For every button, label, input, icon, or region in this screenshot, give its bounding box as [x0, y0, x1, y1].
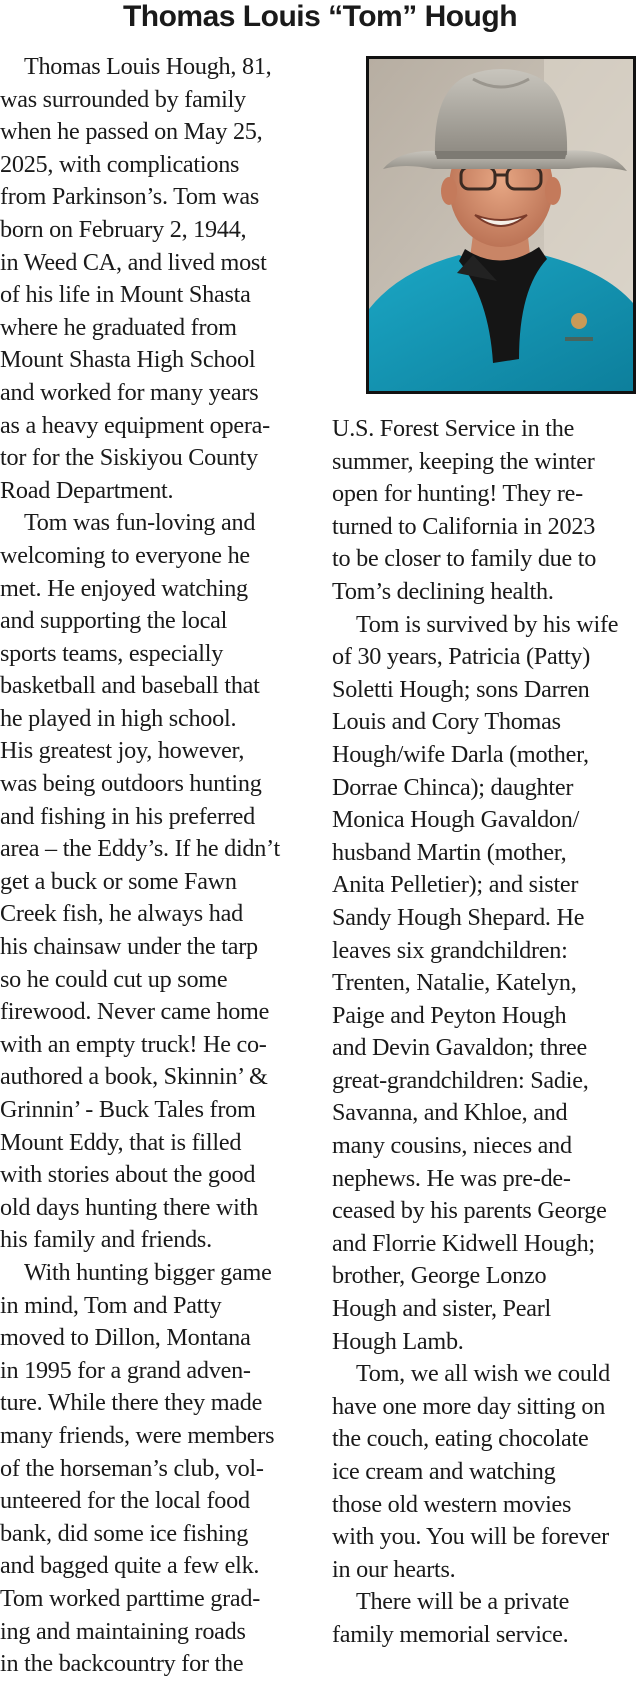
text-line: brother, George Lonzo: [332, 1262, 547, 1290]
text-line: old days hunting there with: [0, 1193, 258, 1221]
text-line: tor for the Siskiyou County: [0, 444, 258, 472]
text-line: Paige and Peyton Hough: [332, 1001, 567, 1029]
text-line: Savanna, and Khloe, and: [332, 1099, 568, 1127]
text-line: ice cream and watching: [332, 1458, 556, 1485]
text-line: to be closer to family due to: [332, 545, 597, 573]
text-line: from Parkinson’s. Tom was: [0, 183, 260, 211]
text-line: great-grandchildren: Sadie,: [332, 1066, 589, 1094]
text-line: Monica Hough Gavaldon/: [332, 806, 580, 834]
text-line: his family and friends.: [0, 1226, 212, 1254]
text-line: nephews. He was pre-de-: [332, 1164, 571, 1192]
text-line: Tom, we all wish we could: [332, 1360, 610, 1388]
text-line: of his life in Mount Shasta: [0, 281, 251, 309]
text-line: many friends, were members: [0, 1421, 275, 1449]
text-line: born on February 2, 1944,: [0, 215, 247, 243]
right-text-column: [332, 413, 640, 1652]
text-line: firewood. Never came home: [0, 998, 270, 1026]
text-line: and Devin Gavaldon; three: [332, 1034, 588, 1062]
text-line: many cousins, nieces and: [332, 1132, 572, 1160]
text-line: of the horseman’s club, vol-: [0, 1454, 264, 1482]
text-line: Dorrae Chinca); daughter: [332, 773, 574, 801]
text-line: Thomas Louis Hough, 81,: [0, 53, 272, 80]
text-line: of 30 years, Patricia (Patty): [332, 643, 591, 671]
text-line: husband Martin (mother,: [332, 838, 567, 866]
text-line: and Florrie Kidwell Hough;: [332, 1229, 595, 1257]
text-line: leaves six grandchildren:: [332, 936, 568, 964]
text-line: Tom is survived by his wife: [332, 610, 619, 638]
text-line: family memorial service.: [332, 1620, 569, 1648]
obituary-title: Thomas Louis “Tom” Hough: [122, 0, 518, 33]
text-line: where he graduated from: [0, 313, 237, 341]
text-line: sports teams, especially: [0, 639, 224, 667]
text-line: and fishing in his preferred: [0, 802, 255, 830]
text-line: authored a book, Skinnin’ &: [0, 1063, 268, 1091]
text-line: Mount Eddy, that is filled: [0, 1128, 242, 1156]
text-line: Mount Shasta High School: [0, 346, 256, 374]
text-line: turned to California in 2023: [332, 512, 596, 540]
text-line: open for hunting! They re-: [332, 480, 583, 508]
text-line: summer, keeping the winter: [332, 447, 595, 475]
text-line: welcoming to everyone he: [0, 541, 250, 569]
text-line: With hunting bigger game: [0, 1258, 272, 1286]
text-line: Tom worked parttime grad-: [0, 1584, 261, 1612]
text-line: Soletti Hough; sons Darren: [332, 675, 590, 703]
text-line: Hough and sister, Pearl: [332, 1295, 551, 1323]
text-line: Anita Pelletier); and sister: [332, 871, 579, 899]
text-line: Grinnin’ - Buck Tales from: [0, 1096, 256, 1123]
text-line: the couch, eating chocolate: [332, 1425, 589, 1453]
text-line: Sandy Hough Shepard. He: [332, 903, 585, 931]
text-line: he played in high school.: [0, 704, 237, 732]
text-line: Hough Lamb.: [332, 1327, 464, 1355]
text-line: His greatest joy, however,: [0, 737, 245, 765]
text-line: unteered for the local food: [0, 1487, 250, 1515]
text-line: have one more day sitting on: [332, 1392, 606, 1420]
portrait-photo: [366, 56, 636, 394]
text-line: his chainsaw under the tarp: [0, 933, 258, 961]
text-line: bank, did some ice fishing: [0, 1519, 249, 1547]
text-line: in mind, Tom and Patty: [0, 1291, 222, 1319]
text-line: and bagged quite a few elk.: [0, 1552, 260, 1580]
text-line: area – the Eddy’s. If he didn’t: [0, 835, 280, 863]
text-line: when he passed on May 25,: [0, 118, 263, 146]
text-line: and supporting the local: [0, 607, 228, 635]
text-line: Trenten, Natalie, Katelyn,: [332, 969, 577, 997]
text-line: with stories about the good: [0, 1161, 256, 1189]
text-line: so he could cut up some: [0, 965, 228, 993]
portrait-photo-image: [369, 59, 633, 391]
text-line: get a buck or some Fawn: [0, 867, 237, 895]
text-line: ing and maintaining roads: [0, 1617, 246, 1645]
text-line: in the backcountry for the: [0, 1650, 244, 1678]
text-line: and worked for many years: [0, 378, 259, 406]
text-line: Tom was fun-loving and: [0, 509, 256, 537]
text-line: was being outdoors hunting: [0, 770, 262, 798]
text-line: U.S. Forest Service in the: [332, 415, 575, 442]
text-line: Tom’s declining health.: [332, 577, 554, 605]
text-line: in our hearts.: [332, 1555, 456, 1583]
text-line: ceased by his parents George: [332, 1197, 607, 1225]
text-line: Road Department.: [0, 476, 174, 504]
text-line: was surrounded by family: [0, 85, 246, 113]
text-line: 2025, with complications: [0, 150, 240, 178]
text-line: as a heavy equipment opera-: [0, 411, 270, 439]
text-line: There will be a private: [332, 1588, 570, 1616]
text-line: with you. You will be forever: [332, 1523, 609, 1551]
text-line: moved to Dillon, Montana: [0, 1324, 251, 1352]
text-line: Hough/wife Darla (mother,: [332, 740, 589, 768]
text-line: basketball and baseball that: [0, 672, 260, 700]
text-line: ture. While there they made: [0, 1389, 263, 1417]
text-line: Louis and Cory Thomas: [332, 708, 561, 736]
text-line: in Weed CA, and lived most: [0, 248, 267, 276]
text-line: those old western movies: [332, 1490, 572, 1518]
text-line: met. He enjoyed watching: [0, 574, 248, 602]
text-line: with an empty truck! He co-: [0, 1030, 267, 1058]
text-line: Creek fish, he always had: [0, 900, 243, 928]
left-text-column: [0, 51, 320, 1681]
text-line: in 1995 for a grand adven-: [0, 1356, 251, 1384]
